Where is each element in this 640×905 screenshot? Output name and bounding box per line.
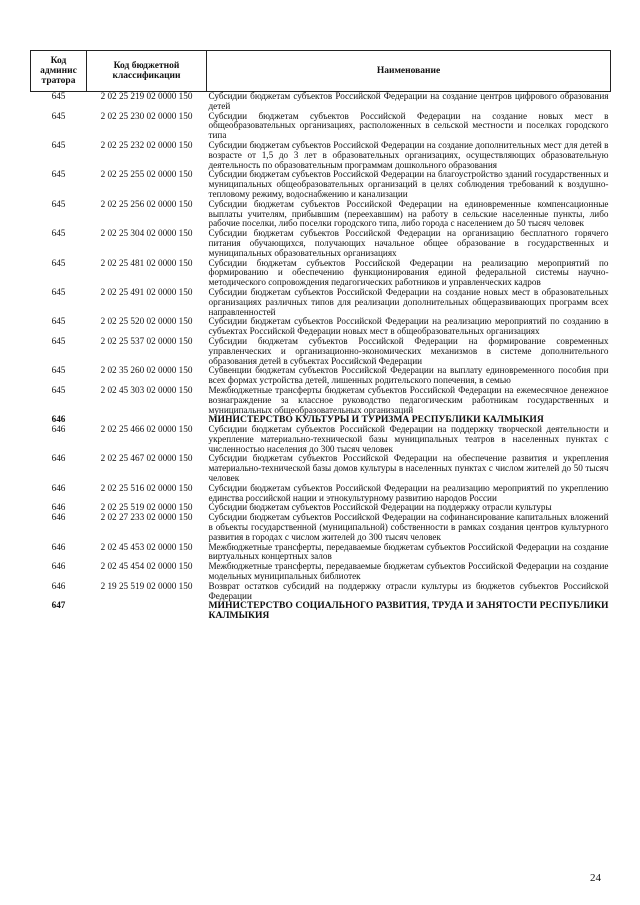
budget-code-cell: 2 02 45 453 02 0000 150 [100,541,193,552]
table-row [31,317,611,337]
table-row [31,337,611,366]
table-row [31,141,611,170]
table-row [31,112,611,141]
table-row [31,582,611,602]
header-admin-code: Код админис тратора [31,51,87,92]
header-name: Наименование [207,51,611,92]
budget-code-cell: 2 02 25 230 02 0000 150 [100,110,193,121]
name-cell: Субсидии бюджетам субъектов Российской Федерации на реализацию мероприятий по формированию и обеспечению функционирования единой федеральной системы научно-методического сопровождения педагогических работников и управленческих кадров [208,257,609,288]
table-row [31,484,611,504]
budget-code-cell: 2 02 25 232 02 0000 150 [100,139,193,150]
budget-code-cell: 2 02 25 520 02 0000 150 [100,316,193,327]
table-header-row [31,51,611,92]
budget-code-cell [87,601,207,621]
budget-code-cell: 2 02 25 491 02 0000 150 [100,286,193,297]
table-row [31,200,611,229]
name-cell: Субсидии бюджетам субъектов Российской Федерации на реализацию мероприятий по созданию в субъектах Российской Федерации новых мест в общеобразовательных организациях [208,316,609,337]
name-cell: Межбюджетные трансферты, передаваемые бюджетам субъектов Российской Федерации на создание модельных муниципальных библиотек [208,561,609,582]
table-body [31,92,611,622]
admin-code-cell: 646 [51,512,66,523]
name-cell: Субсидии бюджетам субъектов Российской Федерации на создание дополнительных мест для детей в возрасте от 1,5 до 3 лет в образовательных организациях, осуществляющих образовательную деятельность по образовательным программам дошкольного образования [208,139,609,170]
budget-code-cell: 2 02 25 467 02 0000 150 [100,453,193,464]
table-row [31,386,611,415]
table-row [31,229,611,258]
budget-code-cell: 2 19 25 519 02 0000 150 [100,580,193,591]
budget-code-cell: 2 02 25 481 02 0000 150 [100,257,193,268]
table-row [31,288,611,317]
document-page [30,50,611,621]
name-cell: Субсидии бюджетам субъектов Российской Федерации на поддержку отрасли культуры [208,502,552,513]
table-row [31,170,611,199]
admin-code-cell: 646 [51,561,66,572]
table-row [31,562,611,582]
name-cell: Субсидии бюджетам субъектов Российской Федерации на обеспечение развития и укрепления материально-технической базы домов культуры в населенных пунктах с числом жителей до 50 тысяч человек [208,453,609,484]
name-cell: Субсидии бюджетам субъектов Российской Федерации на единовременные компенсационные выплаты учителям, прибывшим (переехавшим) на работу в сельские населенные пункты, либо рабочие поселки, либо поселки городского типа, либо города с населением до 50 тысяч человек [208,198,609,229]
admin-code-cell: 645 [51,316,66,327]
table-row [31,543,611,563]
admin-code-cell: 645 [51,110,66,121]
admin-code-cell: 646 [51,482,66,493]
admin-code-cell: 645 [51,335,66,346]
budget-code-cell: 2 02 27 233 02 0000 150 [100,512,193,523]
budget-code-cell: 2 02 25 519 02 0000 150 [100,502,193,513]
name-cell: Субсидии бюджетам субъектов Российской Федерации на организацию бесплатного горячего питания обучающихся, получающих начальное общее образование в государственных и муниципальных образовательных организациях [208,228,609,258]
admin-code-cell: 645 [51,257,66,268]
admin-code-cell: 646 [51,414,66,425]
budget-code-cell: 2 02 25 304 02 0000 150 [100,228,193,239]
name-cell: МИНИСТЕРСТВО СОЦИАЛЬНОГО РАЗВИТИЯ, ТРУДА И ЗАНЯТОСТИ РЕСПУБЛИКИ КАЛМЫКИЯ [208,600,609,622]
name-cell: Субсидии бюджетам субъектов Российской Федерации на создание новых мест в образовательных организациях различных типов для реализации дополнительных общеразвивающих программ всех направленностей [208,286,609,317]
table-row [31,425,611,454]
admin-code-cell: 646 [51,424,66,435]
admin-code-cell: 645 [51,228,66,239]
name-cell: Субвенции бюджетам субъектов Российской Федерации на выплату единовременного пособия при всех формах устройства детей, лишенных родительского попечения, в семью [208,365,609,386]
admin-code-cell: 645 [51,384,66,395]
admin-code-cell: 645 [51,365,66,376]
header-budget-code: Код бюджетной классификации [87,51,207,92]
name-cell: Межбюджетные трансферты, передаваемые бюджетам субъектов Российской Федерации на создание виртуальных концертных залов [208,541,609,562]
name-cell: Субсидии бюджетам субъектов Российской Федерации на формирование современных управленческих и организационно-экономических механизмов в системе дополнительного образования детей в субъектах Российской Федерации [208,335,609,366]
table-row [31,92,611,112]
budget-code-cell: 2 02 25 256 02 0000 150 [100,198,193,209]
name-cell: МИНИСТЕРСТВО КУЛЬТУРЫ И ТУРИЗМА РЕСПУБЛИКИ КАЛМЫКИЯ [208,414,544,426]
name-cell: Субсидии бюджетам субъектов Российской Федерации на создание новых мест в общеобразовательных организациях, расположенных в сельской местности и поселках городского типа [208,110,609,141]
admin-code-cell: 647 [51,600,66,611]
budget-code-cell: 2 02 45 454 02 0000 150 [100,561,193,572]
admin-code-cell: 646 [51,541,66,552]
section-heading-row [31,601,611,621]
budget-code-cell: 2 02 45 303 02 0000 150 [100,384,193,395]
admin-code-cell: 645 [51,286,66,297]
admin-code-cell: 645 [51,169,66,180]
admin-code-cell: 645 [51,198,66,209]
admin-code-cell: 645 [51,91,66,101]
admin-code-cell: 645 [51,139,66,150]
admin-code-cell: 646 [51,453,66,464]
budget-code-cell: 2 02 25 219 02 0000 150 [100,91,193,101]
table-row [31,454,611,483]
name-cell: Межбюджетные трансферты бюджетам субъектов Российской Федерации на ежемесячное денежное вознаграждение за классное руководство педагогическим работникам государственных и муниципальных общеобразовательных организаций [208,384,609,415]
name-cell: Субсидии бюджетам субъектов Российской Федерации на благоустройство зданий государственных и муниципальных общеобразовательных организаций в целях соблюдения требований к воздушно-тепловому режиму, водоснабжению и канализации [208,169,609,199]
name-cell: Субсидии бюджетам субъектов Российской Федерации на реализацию мероприятий по укреплению единства российской нации и этнокультурному развитию народов России [208,482,609,503]
name-cell: Субсидии бюджетам субъектов Российской Федерации на создание центров цифрового образования детей [208,91,609,111]
budget-codes-table [30,50,611,621]
table-row [31,513,611,542]
name-cell: Субсидии бюджетам субъектов Российской Федерации на поддержку творческой деятельности и укрепление материально-технической базы муниципальных театров в населенных пунктах с численностью населения до 300 тысяч человек [208,424,609,454]
name-cell: Субсидии бюджетам субъектов Российской Федерации на софинансирование капитальных вложений в объекты государственной (муниципальной) собственности в рамках создания центров культурного развития в городах с числом жителей до 300 тысяч человек [208,512,609,542]
admin-code-cell: 646 [51,580,66,591]
budget-code-cell: 2 02 25 516 02 0000 150 [100,482,193,493]
budget-code-cell: 2 02 25 537 02 0000 150 [100,335,193,346]
page-number: 24 [590,872,601,884]
budget-code-cell: 2 02 25 255 02 0000 150 [100,169,193,180]
name-cell: Возврат остатков субсидий на поддержку отрасли культуры из бюджетов субъектов Российской Федерации [208,580,609,601]
table-row [31,259,611,288]
budget-code-cell: 2 02 25 466 02 0000 150 [100,424,193,435]
table-row [31,366,611,386]
budget-code-cell: 2 02 35 260 02 0000 150 [100,365,193,376]
admin-code-cell: 646 [51,502,66,513]
